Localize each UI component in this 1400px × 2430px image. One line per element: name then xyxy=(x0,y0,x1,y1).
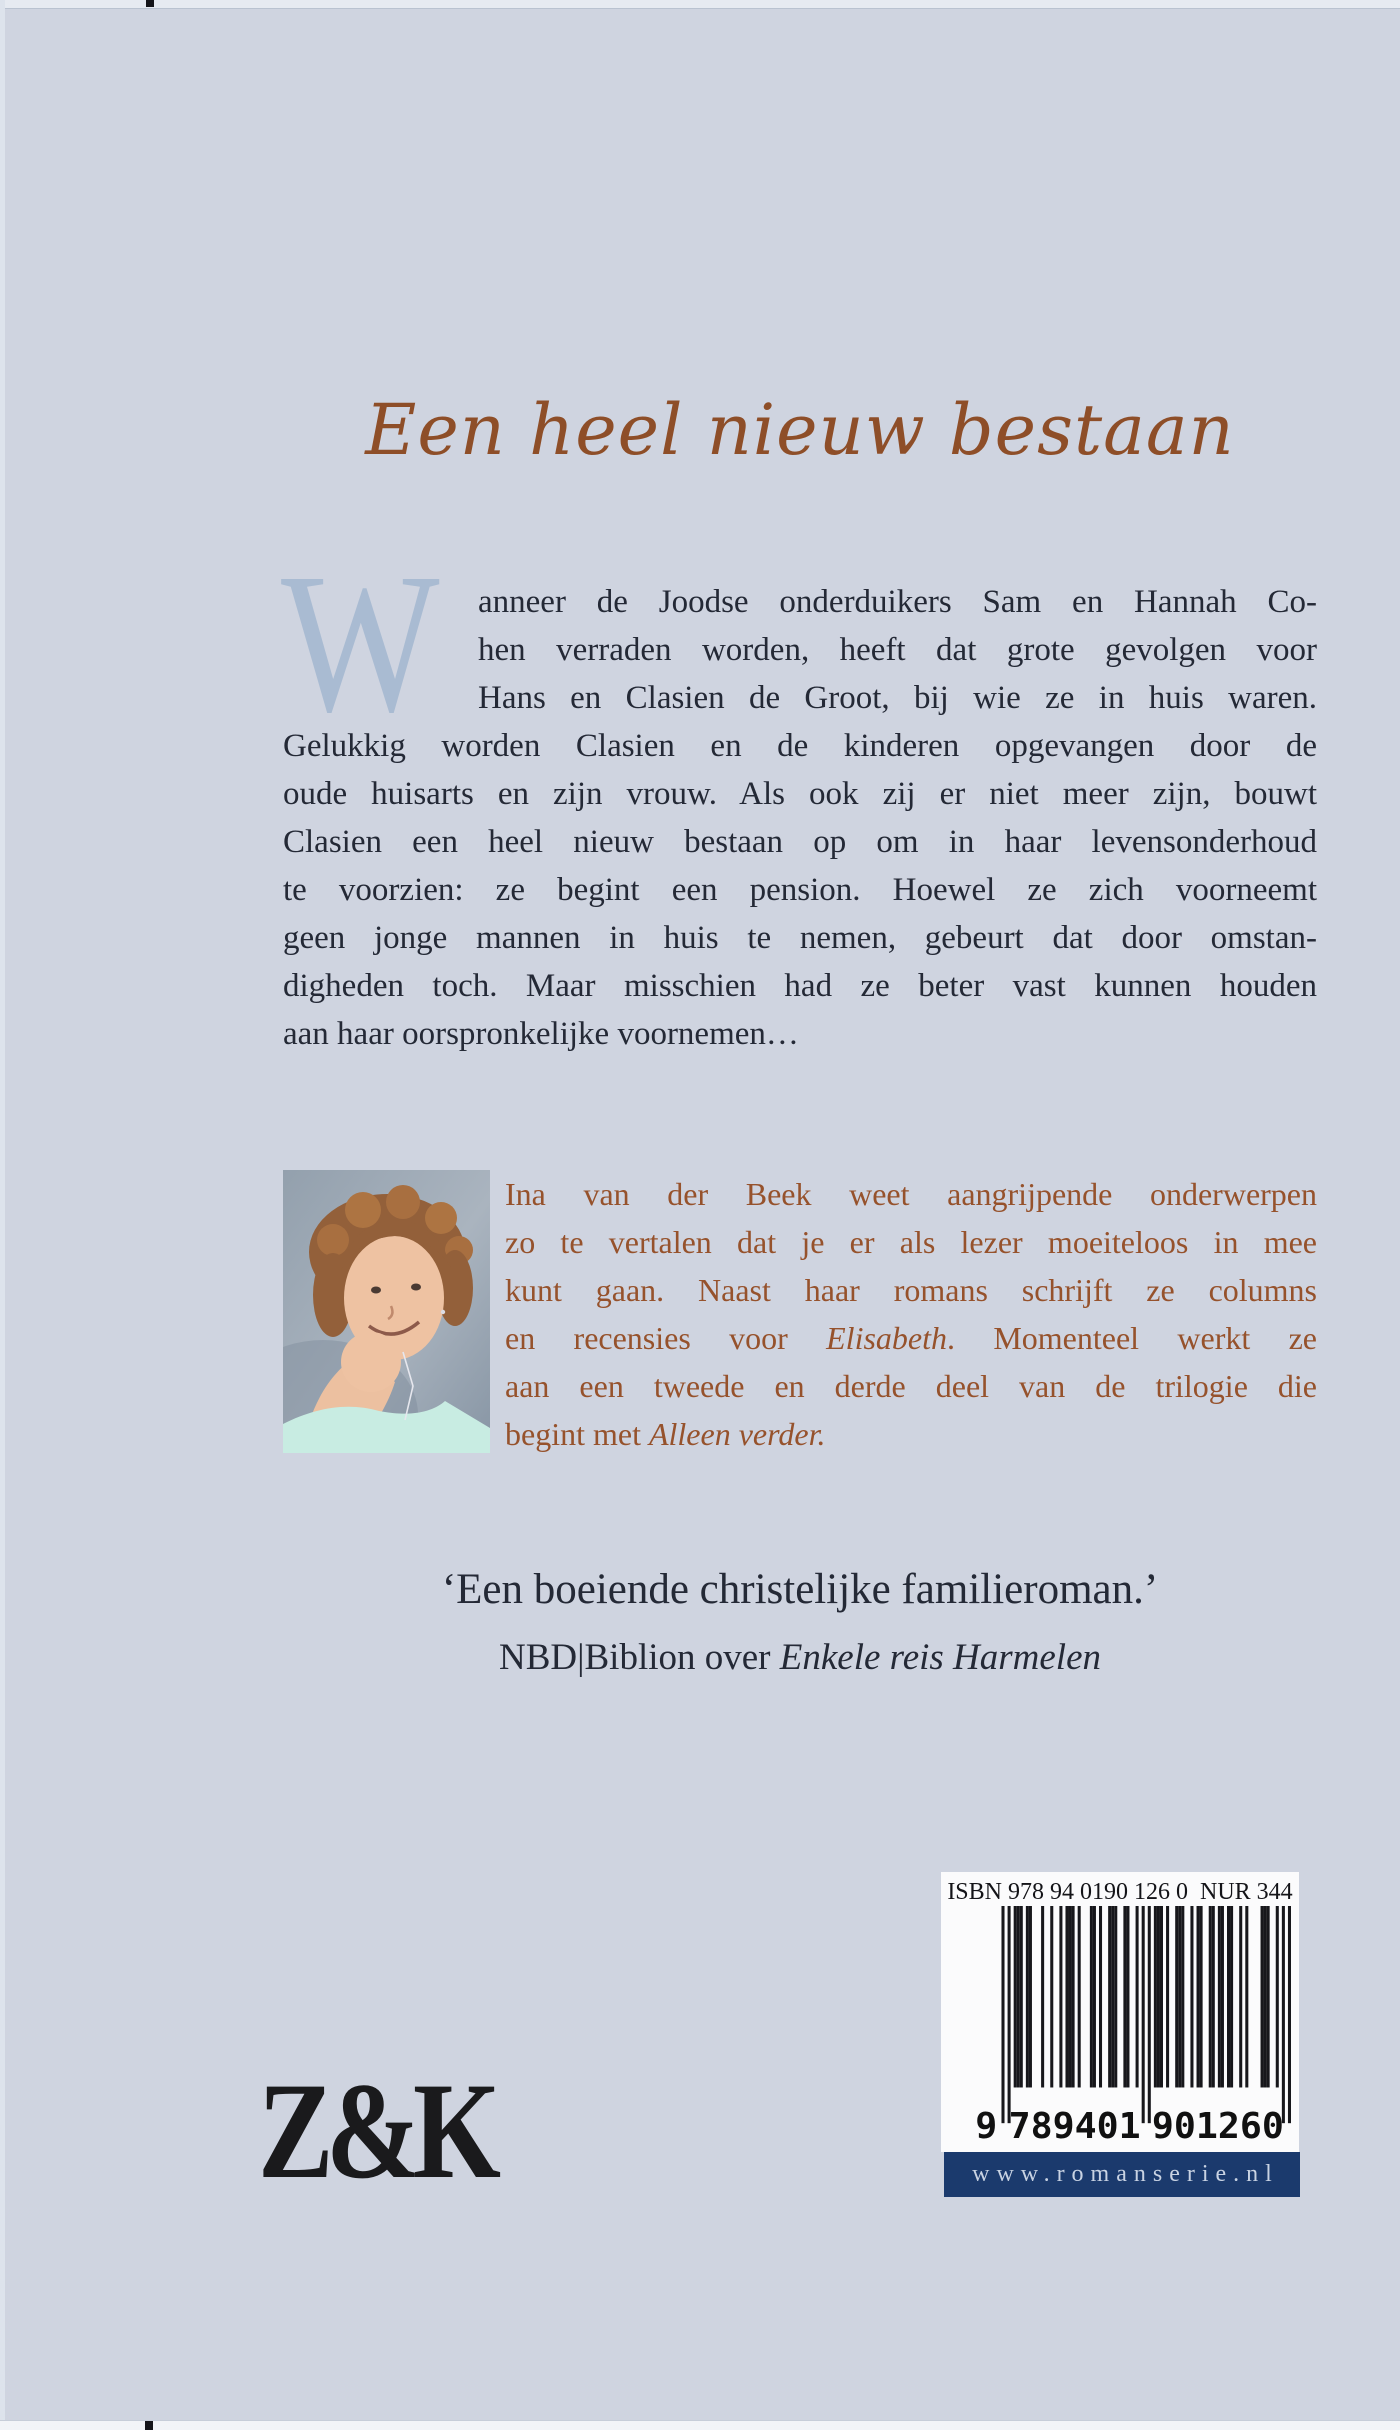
author-bio-text xyxy=(505,1170,1317,1458)
dropcap-w: W xyxy=(281,533,440,754)
review-attribution xyxy=(283,1636,1317,1679)
bio-text-segment: kunt gaan. Naast haar romans schrijft ze columns xyxy=(505,1272,1317,1308)
scan-edge-left xyxy=(0,0,5,2430)
bio-book-title: Alleen verder. xyxy=(648,1416,826,1452)
review-quote: ‘Een boeiende christelijke familieroman.’ xyxy=(441,1566,1159,1613)
eye-left xyxy=(371,1287,381,1294)
synopsis-line: hen verraden worden, heeft dat grote gevolgen voor xyxy=(478,632,1317,668)
synopsis-line: digheden toch. Maar misschien had ze beter vast kunnen houden xyxy=(283,968,1317,1004)
website-url: www.romanserie.nl xyxy=(972,2161,1279,2187)
scan-edge-bottom xyxy=(0,2420,1400,2430)
bio-book-title: Elisabeth xyxy=(826,1320,947,1356)
publisher-logo: Z&K xyxy=(258,2054,494,2207)
synopsis xyxy=(281,533,1317,1058)
synopsis-line: oude huisarts en zijn vrouw. Als ook zij er niet meer zijn, bouwt xyxy=(283,776,1317,812)
synopsis-line: geen jonge mannen in huis te nemen, gebeurt dat door omstan- xyxy=(283,920,1317,956)
review-source: NBD|Biblion over xyxy=(498,1637,780,1678)
barcode-digits-right: 901260 xyxy=(1151,2104,1284,2144)
bio-text-segment: begint met xyxy=(505,1416,649,1452)
reviewed-book-title: Enkele reis Harmelen xyxy=(779,1637,1102,1678)
book-title: Een heel nieuw bestaan xyxy=(365,389,1235,471)
eye-right xyxy=(411,1284,421,1291)
bio-text-segment: aan een tweede en derde deel van de trilogie die xyxy=(505,1368,1317,1404)
bio-text-segment: en recensies voor xyxy=(505,1320,827,1356)
registration-mark-bottom xyxy=(145,2421,153,2430)
synopsis-line: aan haar oorspronkelijke voornemen… xyxy=(283,1016,799,1052)
author-bio-section xyxy=(283,1170,1317,1460)
scan-edge-top xyxy=(0,0,1400,9)
website-bar xyxy=(944,2152,1300,2197)
bio-line xyxy=(505,1218,1317,1266)
bio-text-segment: . Momenteel werkt ze xyxy=(947,1320,1317,1356)
barcode xyxy=(971,1906,1291,2144)
bio-line xyxy=(505,1314,1317,1362)
author-photo xyxy=(283,1170,490,1453)
synopsis-line: Clasien een heel nieuw bestaan op om in haar levensonderhoud xyxy=(283,824,1317,860)
barcode-bars xyxy=(1001,1906,1291,2123)
earring xyxy=(441,1310,445,1314)
isbn-block xyxy=(941,1872,1299,2152)
bio-text-segment: zo te vertalen dat je er als lezer moeiteloos in mee xyxy=(505,1224,1317,1260)
synopsis-line: Gelukkig worden Clasien en de kinderen opgevangen door de xyxy=(283,728,1317,764)
synopsis-line: anneer de Joodse onderduikers Sam en Hannah Co- xyxy=(478,584,1317,620)
bio-line xyxy=(505,1410,1317,1458)
barcode-digit-lead: 9 xyxy=(975,2104,998,2144)
isbn-label: ISBN 978 94 0190 126 0 NUR 344 xyxy=(947,1879,1293,1905)
barcode-digits-left: 789401 xyxy=(1008,2104,1141,2144)
bio-line xyxy=(505,1362,1317,1410)
bio-line xyxy=(505,1266,1317,1314)
synopsis-line: te voorzien: ze begint een pension. Hoewel ze zich voorneemt xyxy=(283,872,1317,908)
bio-text-segment: Ina van der Beek weet aangrijpende onderwerpen xyxy=(505,1176,1317,1212)
bio-line xyxy=(505,1170,1317,1218)
synopsis-line: Hans en Clasien de Groot, bij wie ze in huis waren. xyxy=(478,680,1317,716)
registration-mark-top xyxy=(146,0,154,7)
